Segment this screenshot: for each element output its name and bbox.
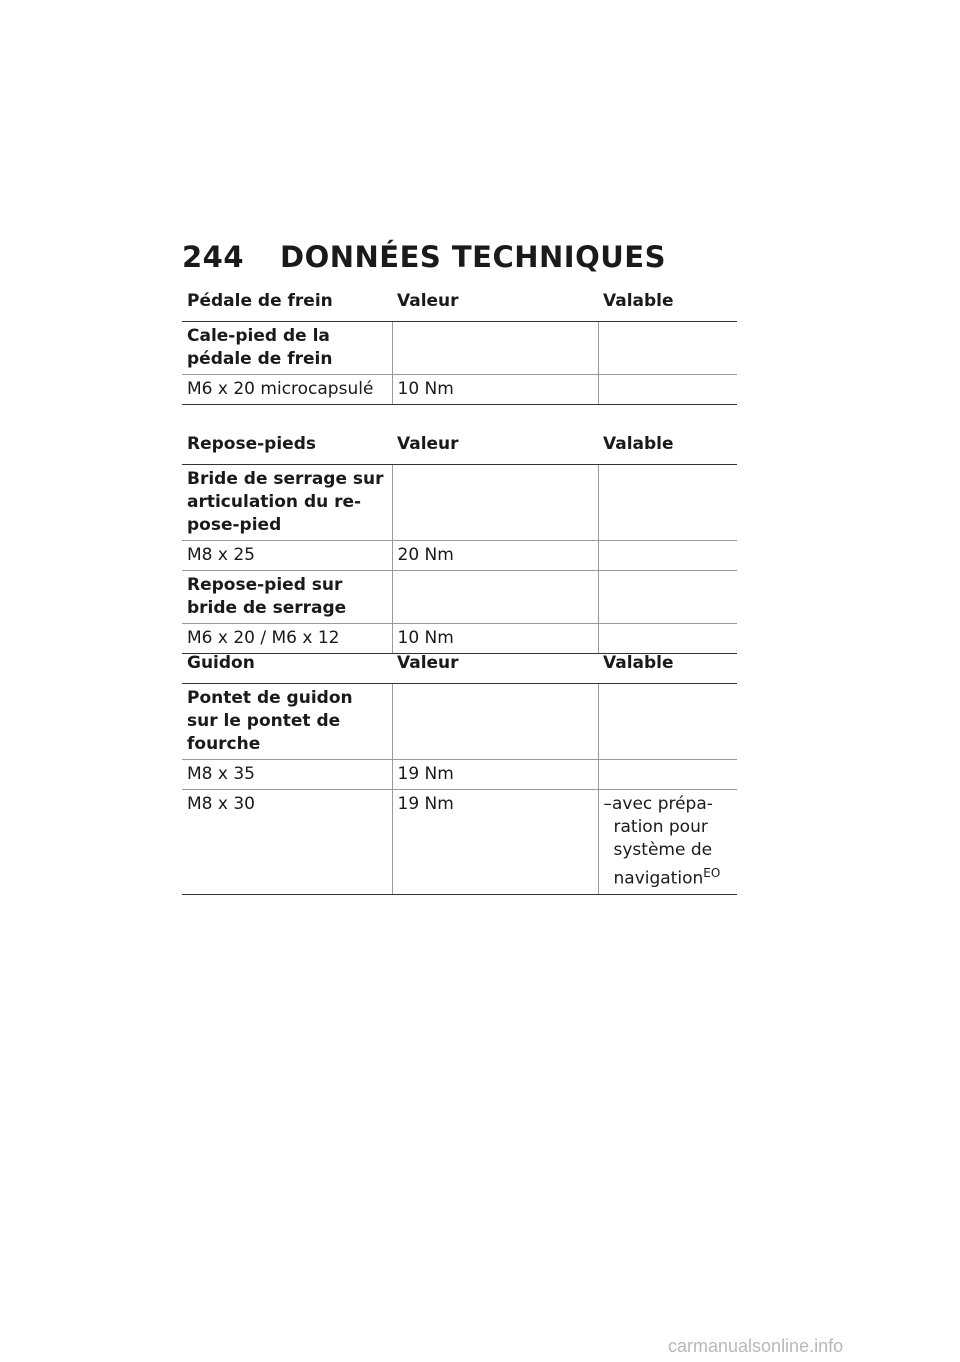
column-header-component: Repose-pieds: [182, 433, 392, 465]
value-cell: 20 Nm: [392, 541, 598, 571]
footrests-table: [182, 433, 737, 654]
value-cell: [392, 684, 598, 760]
validity-cell: [598, 375, 737, 405]
column-header-value: Valeur: [392, 652, 598, 684]
component-cell: M8 x 35: [182, 760, 392, 790]
value-cell: 10 Nm: [392, 375, 598, 405]
value-cell: [392, 571, 598, 624]
table-row: [182, 684, 737, 760]
validity-cell: [598, 541, 737, 571]
value-cell: [392, 465, 598, 541]
validity-cell: [598, 624, 737, 654]
table-row: [182, 375, 737, 405]
validity-cell: [598, 684, 737, 760]
page-title: DONNÉES TECHNIQUES: [280, 240, 666, 274]
value-cell: 19 Nm: [392, 790, 598, 895]
handlebar-table: [182, 652, 737, 895]
value-cell: 19 Nm: [392, 760, 598, 790]
table-header-row: [182, 290, 737, 322]
table-header-row: [182, 433, 737, 465]
component-cell: M8 x 30: [182, 790, 392, 895]
validity-cell: [598, 322, 737, 375]
component-cell: Pontet de guidon sur le pontet de fourche: [182, 684, 392, 760]
column-header-valid: Valable: [598, 652, 737, 684]
page-header: [182, 240, 742, 274]
value-cell: 10 Nm: [392, 624, 598, 654]
table-row: [182, 541, 737, 571]
column-header-value: Valeur: [392, 290, 598, 322]
component-text: M6 x 20 microcapsulé: [187, 379, 374, 399]
column-header-valid: Valable: [598, 433, 737, 465]
validity-cell: [598, 760, 737, 790]
column-header-valid: Valable: [598, 290, 737, 322]
validity-condition: –avec prépa-ration pour système de navigation: [603, 794, 713, 889]
column-header-component: Guidon: [182, 652, 392, 684]
table-row: [182, 465, 737, 541]
brake-pedal-table: [182, 290, 737, 405]
column-header-value: Valeur: [392, 433, 598, 465]
component-cell: Repose-pied sur bride de serrage: [182, 571, 392, 624]
table-row: [182, 571, 737, 624]
value-cell: [392, 322, 598, 375]
table-row: [182, 322, 737, 375]
validity-cell: [598, 571, 737, 624]
component-cell: M8 x 25: [182, 541, 392, 571]
validity-code: EO: [703, 866, 721, 880]
watermark: carmanualsonline.info: [668, 1336, 844, 1356]
component-cell: M6 x 20 / M6 x 12: [182, 624, 392, 654]
table-header-row: [182, 652, 737, 684]
component-cell: Cale-pied de la pédale de frein: [182, 322, 392, 375]
page-number: 244: [182, 240, 245, 274]
table-row: [182, 760, 737, 790]
table-row: [182, 624, 737, 654]
column-header-component: Pédale de frein: [182, 290, 392, 322]
component-cell: Bride de serrage sur articulation du re-pose-pied: [182, 465, 392, 541]
validity-cell: [598, 790, 737, 895]
table-row: [182, 790, 737, 895]
component-cell: [182, 375, 392, 405]
validity-cell: [598, 465, 737, 541]
